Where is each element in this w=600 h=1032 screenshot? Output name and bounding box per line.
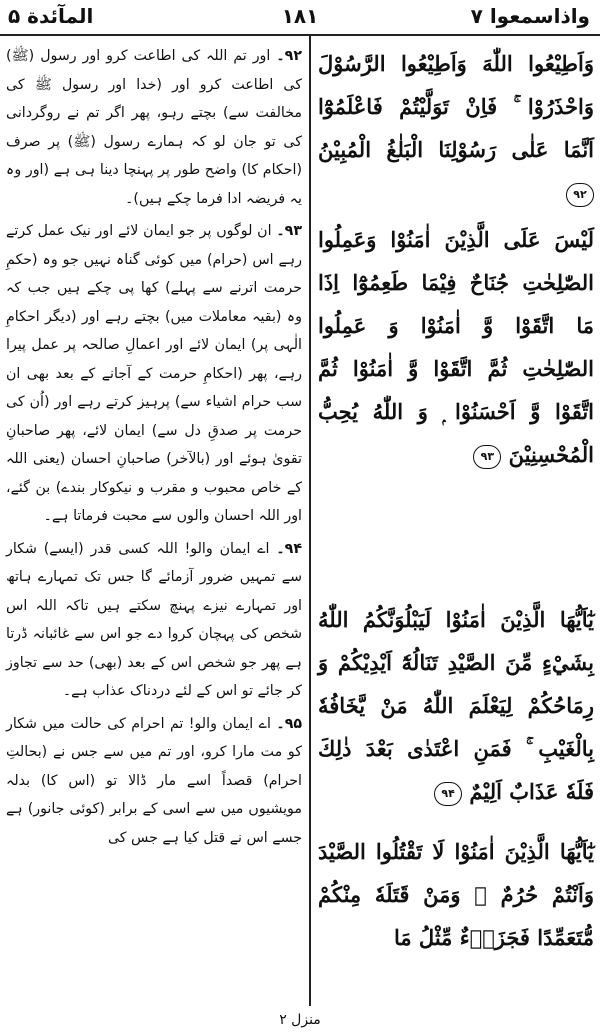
verse-text: وَاَطِيْعُوا اللّٰهَ وَاَطِيْعُوا الرَّسُوْلَ وَاحْذَرُوْا ۚ فَاِنْ تَوَلَّيْتُمْ فَاعْلَمُوْٓا اَنَّمَا عَلٰى رَسُوْلِنَا الْبَلٰغُ الْمُبِيْنُ — [318, 51, 594, 162]
verse-number-marker: ۹۳ — [473, 445, 501, 469]
ayah-number: ۹۳۔ — [276, 223, 302, 239]
translation-93 — [6, 217, 302, 531]
translation-94 — [6, 535, 302, 706]
page-header — [0, 0, 600, 36]
surah-title: المآئدة ۵ — [8, 4, 94, 28]
verse-number-marker: ۹۲ — [566, 183, 594, 207]
translation-text: اور تم اللہ کی اطاعت کرو اور رسول (ﷺ) کی اطاعت کرو اور (خدا اور رسول ﷺ کی مخالفت سے) بچتے رہو، پھر اگر تم نے روگردانی کی تو جان لو کہ ہمارے رسول (ﷺ) پر صرف (احکام کا) واضح طور پر پہنچا دینا ہی ہے (اور وہ یہ فریضہ ادا فرما چکے ہیں)۔ — [6, 48, 302, 207]
manzil-footer: منزل ۲ — [279, 1012, 321, 1028]
translation-text: ان لوگوں پر جو ایمان لائے اور نیک عمل کرتے رہے اس (حرام) میں کوئی گناہ نہیں جو وہ (حکمِ حرمت اترنے سے پہلے) کھا پی چکے ہیں جب کہ وہ (بقیہ معاملات میں) بچتے رہے اور (دیگر احکامِ الٰہی پر) ایمان لائے اور اعمالِ صالحہ پر عمل پیرا رہے، پھر (احکامِ حرمت کے آجانے کے بعد بھی ان سب حرام اشیاء سے) پرہیز کرتے رہے اور (اُن کی حرمت پر صدقِ دل سے) ایمان لائے، پھر صاحبانِ تقویٰ ہوئے اور (بالآخر) صاحبانِ احسان (یعنی اللہ کے خاص محبوب و مقرب و نیکوکار بندے) بن گئے، اور اللہ احسان والوں سے محبت فرماتا ہے۔ — [6, 223, 302, 524]
urdu-translation-column — [6, 42, 302, 856]
page-number: ۱۸۱ — [281, 4, 319, 28]
juz-title: واذاسمعوا ۷ — [470, 4, 590, 28]
verse-text: لَيْسَ عَلَى الَّذِيْنَ اٰمَنُوْا وَعَمِلُوا الصّٰلِحٰتِ جُنَاحٌ فِيْمَا طَعِمُوْٓا اِذَا مَا اتَّقَوْا وَّ اٰمَنُوْا وَ عَمِلُوا الصّٰلِحٰتِ ثُمَّ اتَّقَوْا وَّ اٰمَنُوْا ثُمَّ اتَّقَوْا وَّ اَحْسَنُوْا ۭ وَ اللّٰهُ يُحِبُّ الْمُحْسِنِيْنَ — [318, 227, 594, 467]
translation-95 — [6, 710, 302, 853]
verse-text: يٰٓاَيُّهَا الَّذِيْنَ اٰمَنُوْا لَيَبْلُوَنَّكُمُ اللّٰهُ بِشَيْءٍ مِّنَ الصَّيْدِ تَنَالُهٗٓ اَيْدِيْكُمْ وَ رِمَاحُكُمْ لِيَعْلَمَ اللّٰهُ مَنْ يَّخَافُهٗ بِالْغَيْبِ ۚ فَمَنِ اعْتَدٰى بَعْدَ ذٰلِكَ فَلَهٗ عَذَابٌ اَلِيْمٌ — [318, 607, 594, 804]
verse-92 — [318, 42, 594, 218]
arabic-column — [318, 42, 594, 959]
ayah-number: ۹۲۔ — [276, 48, 302, 64]
verse-93 — [318, 218, 594, 598]
verse-number-marker: ۹۴ — [434, 782, 462, 806]
column-divider — [309, 34, 311, 1006]
verse-95-start — [318, 830, 594, 959]
verse-text: يٰٓاَيُّهَا الَّذِيْنَ اٰمَنُوْا لَا تَقْتُلُوا الصَّيْدَ وَاَنْتُمْ حُرُمٌ ۭ وَمَنْ قَتَلَهٗ مِنْكُمْ مُّتَعَمِّدًا فَجَزَاۗءٌ مِّثْلُ مَا — [318, 839, 594, 950]
verse-94 — [318, 598, 594, 830]
ayah-number: ۹۵۔ — [276, 715, 303, 732]
translation-92 — [6, 42, 302, 213]
ayah-number: ۹۴۔ — [276, 540, 302, 557]
translation-text: اے ایمان والو! اللہ کسی قدر (ایسے) شکار سے تمہیں ضرور آزمائے گا جس تک تمہارے ہاتھ اور تمہارے نیزے پہنچ سکتے ہیں تاکہ اللہ اس شخص کی پہچان کروا دے جو اس سے غائبانہ ڈرتا ہے پھر جو شخص اس کے بعد (بھی) حد سے تجاوز کر جائے تو اس کے لئے دردناک عذاب ہے۔ — [6, 540, 302, 699]
translation-text: اے ایمان والو! تم احرام کی حالت میں شکار کو مت مارا کرو، اور تم میں سے جس نے (بحالتِ احرام) قصداً اسے مار ڈالا تو (اس کا) بدلہ مویشیوں میں سے اسی کے برابر (کوئی جانور) ہے جسے اس نے قتل کیا ہے جس کی — [6, 715, 302, 846]
